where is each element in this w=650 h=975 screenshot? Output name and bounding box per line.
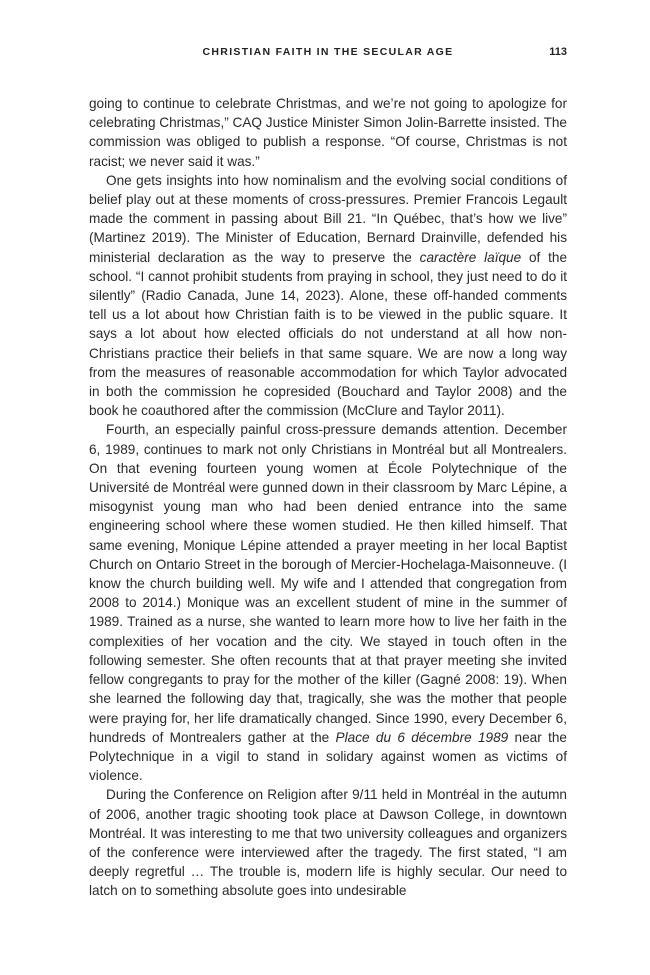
text-run: near the Polytechnique in a vigil to stand in solidary against women as victims of violence. bbox=[89, 729, 567, 784]
italic-place-name: Place du 6 décembre 1989 bbox=[335, 729, 509, 745]
text-run: going to continue to celebrate Christmas, and we’re not going to apologize for celebrating Christmas,” CAQ Justice Minister Simon Jolin-Barrette insisted. The commission was obliged to publish a response. “Of course, Christmas is not racist; we never said it was.” bbox=[89, 96, 567, 169]
paragraph-2 bbox=[89, 171, 567, 421]
body-text bbox=[89, 94, 567, 901]
running-title: CHRISTIAN FAITH IN THE SECULAR AGE bbox=[202, 46, 454, 58]
paragraph-1 bbox=[89, 94, 567, 171]
text-run: Fourth, an especially painful cross-pressure demands attention. December 6, 1989, continues to mark not only Christians in Montréal but all Montrealers. On that evening fourteen young women at École Polytechnique of the Université de Montréal were gunned down in their classroom by Marc Lépine, a misogynist young man who had been denied entrance into the same engineering school where these women studied. He then killed himself. That same evening, Monique Lépine attended a prayer meeting in her local Baptist Church on Ontario Street in the borough of Mercier-Hochelaga-Maisonneuve. (I know the church building well. My wife and I attended that congregation from 2008 to 2014.) Monique was an excellent student of mine in the summer of 1989. Trained as a nurse, she wanted to learn more how to live her faith in the complexities of her vocation and the city. We stayed in touch often in the following semester. She often recounts that at that prayer meeting she invited fellow congregants to pray for the mother of the killer (Gagné 2008: 19). When she learned the following day that, tragically, she was the mother that people were praying for, her life dramatically changed. Since 1990, every December 6, hundreds of Montrealers gather at the bbox=[89, 422, 567, 745]
paragraph-3 bbox=[89, 420, 567, 785]
italic-term: caractère laïque bbox=[419, 249, 522, 265]
page-number: 113 bbox=[549, 46, 567, 58]
text-run: One gets insights into how nominalism and the evolving social conditions of belief play out at these moments of cross-pressures. Premier Francois Legault made the comment in passing about Bill 21. “In Québec, that’s how we live” (Martinez 2019). The Minister of Education, Bernard Drainville, defended his ministerial declaration as the way to preserve the bbox=[89, 172, 567, 265]
paragraph-4 bbox=[89, 785, 567, 900]
text-run: of the school. “I cannot prohibit students from praying in school, they just need to do it silently” (Radio Canada, June 14, 2023). Alone, these off-handed comments tell us a lot about how Christian faith is to be viewed in the public square. It says a lot about how elected officials do not understand at all how non-Christians practice their beliefs in that same square. We are now a long way from the measures of reasonable accommodation for which Taylor advocated in both the commission he copresided (Bouchard and Taylor 2008) and the book he coauthored after the commission (McClure and Taylor 2011). bbox=[89, 249, 568, 419]
running-head bbox=[89, 46, 567, 62]
text-run: During the Conference on Religion after 9/11 held in Montréal in the autumn of 2006, another tragic shooting took place at Dawson College, in downtown Montréal. It was interesting to me that two university colleagues and organizers of the conference were interviewed after the tragedy. The first stated, “I am deeply regretful … The trouble is, modern life is highly secular. Our need to latch on to something absolute goes into undesirable bbox=[89, 787, 567, 899]
